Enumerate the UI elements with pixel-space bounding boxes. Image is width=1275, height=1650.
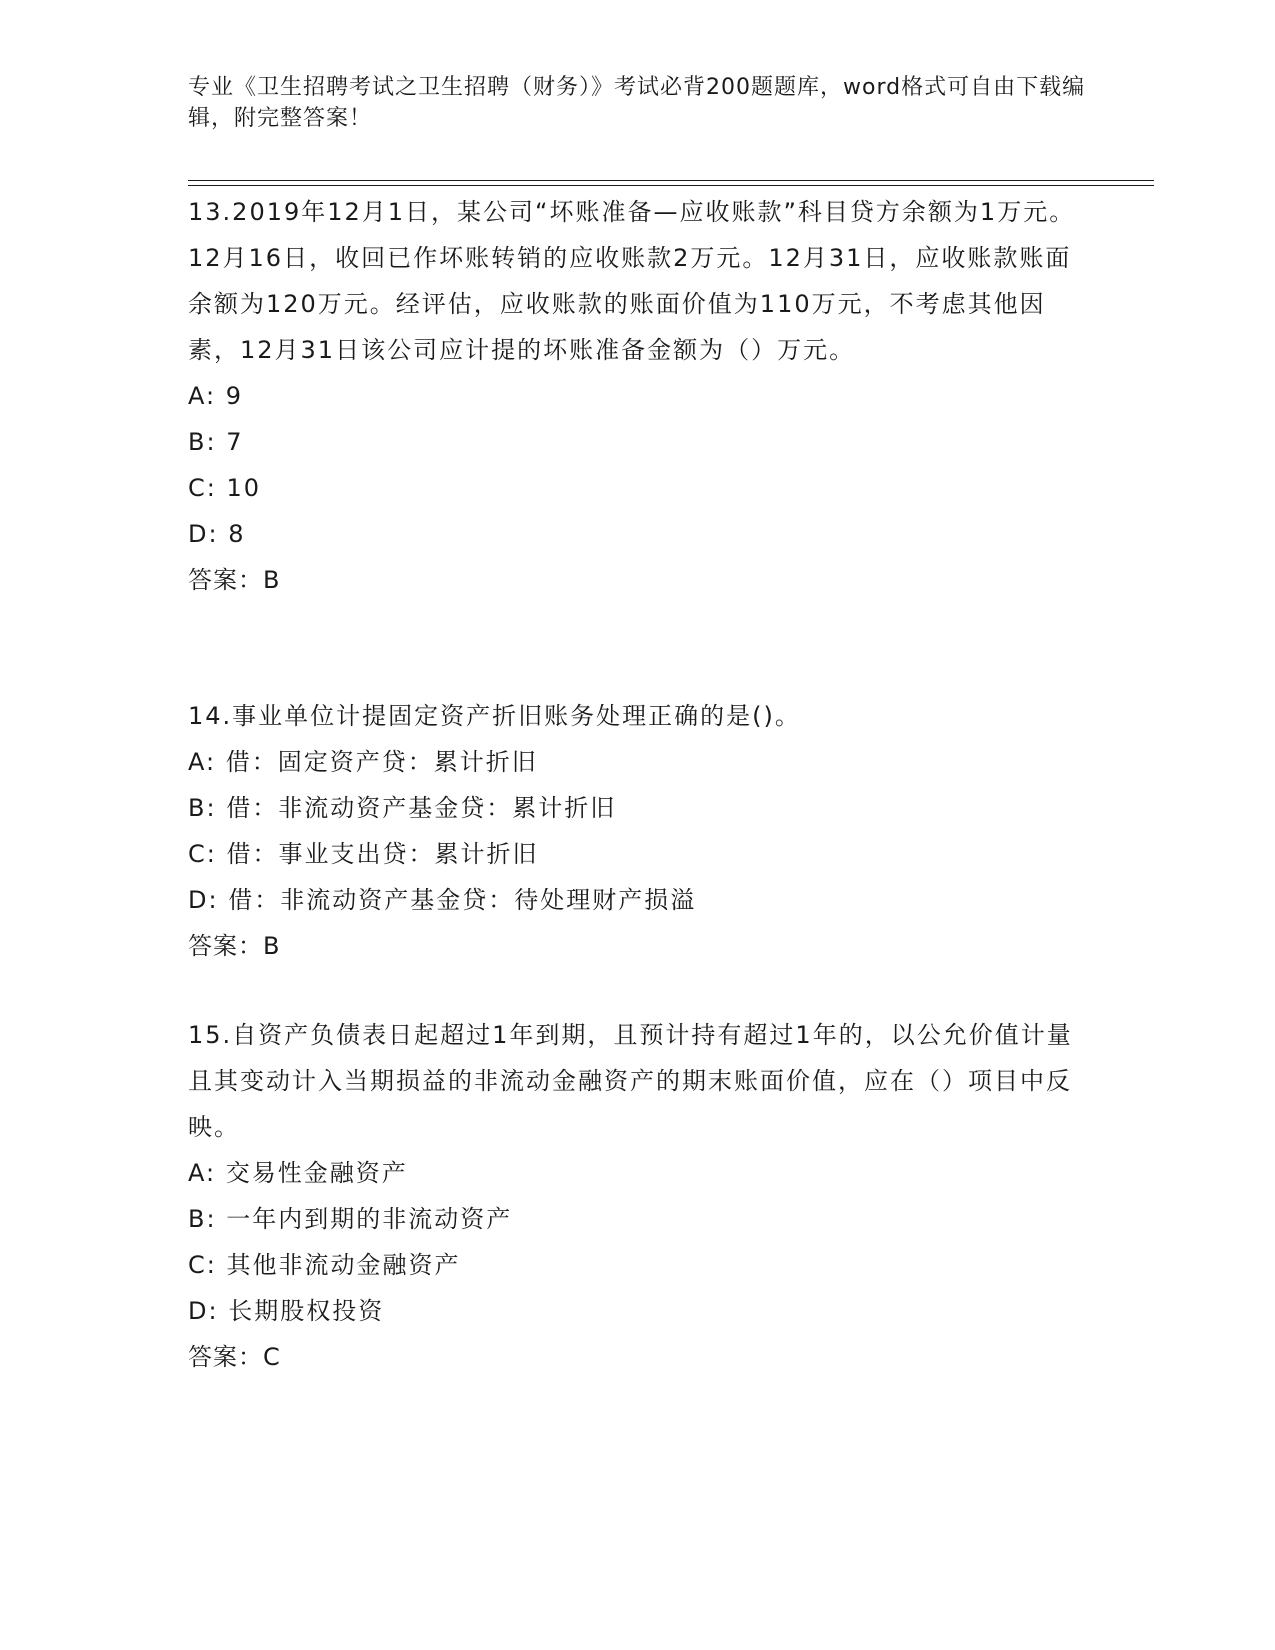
answer: 答案：B	[188, 566, 281, 594]
option-text: 其他非流动金融资产	[226, 1251, 461, 1279]
option-b	[188, 1196, 1088, 1242]
header-divider-top	[188, 180, 1154, 181]
option-text: 9	[225, 382, 244, 410]
option-text: 借：事业支出贷：累计折旧	[226, 840, 539, 868]
question-15	[188, 1012, 1088, 1380]
option-b	[188, 785, 1088, 831]
option-a	[188, 373, 1088, 419]
option-letter: C:	[188, 840, 217, 868]
question-stem: 13.2019年12月1日，某公司“坏账准备—应收账款”科目贷方余额为1万元。12月16日，收回已作坏账转销的应收账款2万元。12月31日，应收账款账面余额为120万元。经评估，应收账款的账面价值为110万元，不考虑其他因素，12月31日该公司应计提的坏账准备金额为（）万元。	[188, 198, 1076, 364]
answer: 答案：C	[188, 1343, 281, 1371]
option-text: 交易性金融资产	[225, 1159, 408, 1187]
document-header: 专业《卫生招聘考试之卫生招聘（财务）》考试必背200题题库，word格式可自由下载编辑，附完整答案！	[188, 75, 1086, 131]
option-a	[188, 1150, 1088, 1196]
option-text: 借：固定资产贷：累计折旧	[225, 748, 538, 776]
option-letter: B:	[188, 428, 217, 456]
option-c	[188, 1242, 1088, 1288]
option-text: 7	[226, 428, 244, 456]
option-letter: B:	[188, 1205, 217, 1233]
option-d	[188, 511, 1088, 557]
option-letter: D:	[188, 886, 219, 914]
option-c	[188, 465, 1088, 511]
question-13	[188, 189, 1088, 603]
option-text: 借：非流动资产基金贷：待处理财产损溢	[228, 886, 697, 914]
option-text: 10	[226, 474, 262, 502]
option-letter: D:	[188, 520, 219, 548]
option-letter: A:	[188, 1159, 217, 1187]
option-text: 8	[228, 520, 246, 548]
question-stem: 15.自资产负债表日起超过1年到期，且预计持有超过1年的，以公允价值计量且其变动计入当期损益的非流动金融资产的期末账面价值，应在（）项目中反映。	[188, 1021, 1073, 1141]
option-a	[188, 739, 1088, 785]
option-letter: C:	[188, 474, 217, 502]
option-letter: D:	[188, 1297, 219, 1325]
option-text: 一年内到期的非流动资产	[226, 1205, 513, 1233]
option-text: 长期股权投资	[228, 1297, 385, 1325]
option-letter: A:	[188, 382, 217, 410]
option-b	[188, 419, 1088, 465]
header-divider-bottom	[188, 185, 1154, 186]
option-letter: A:	[188, 748, 217, 776]
option-d	[188, 1288, 1088, 1334]
answer: 答案：B	[188, 932, 281, 960]
question-14	[188, 693, 1088, 969]
question-stem: 14.事业单位计提固定资产折旧账务处理正确的是()。	[188, 702, 801, 730]
option-c	[188, 831, 1088, 877]
option-d	[188, 877, 1088, 923]
option-letter: B:	[188, 794, 217, 822]
option-letter: C:	[188, 1251, 217, 1279]
option-text: 借：非流动资产基金贷：累计折旧	[226, 794, 617, 822]
